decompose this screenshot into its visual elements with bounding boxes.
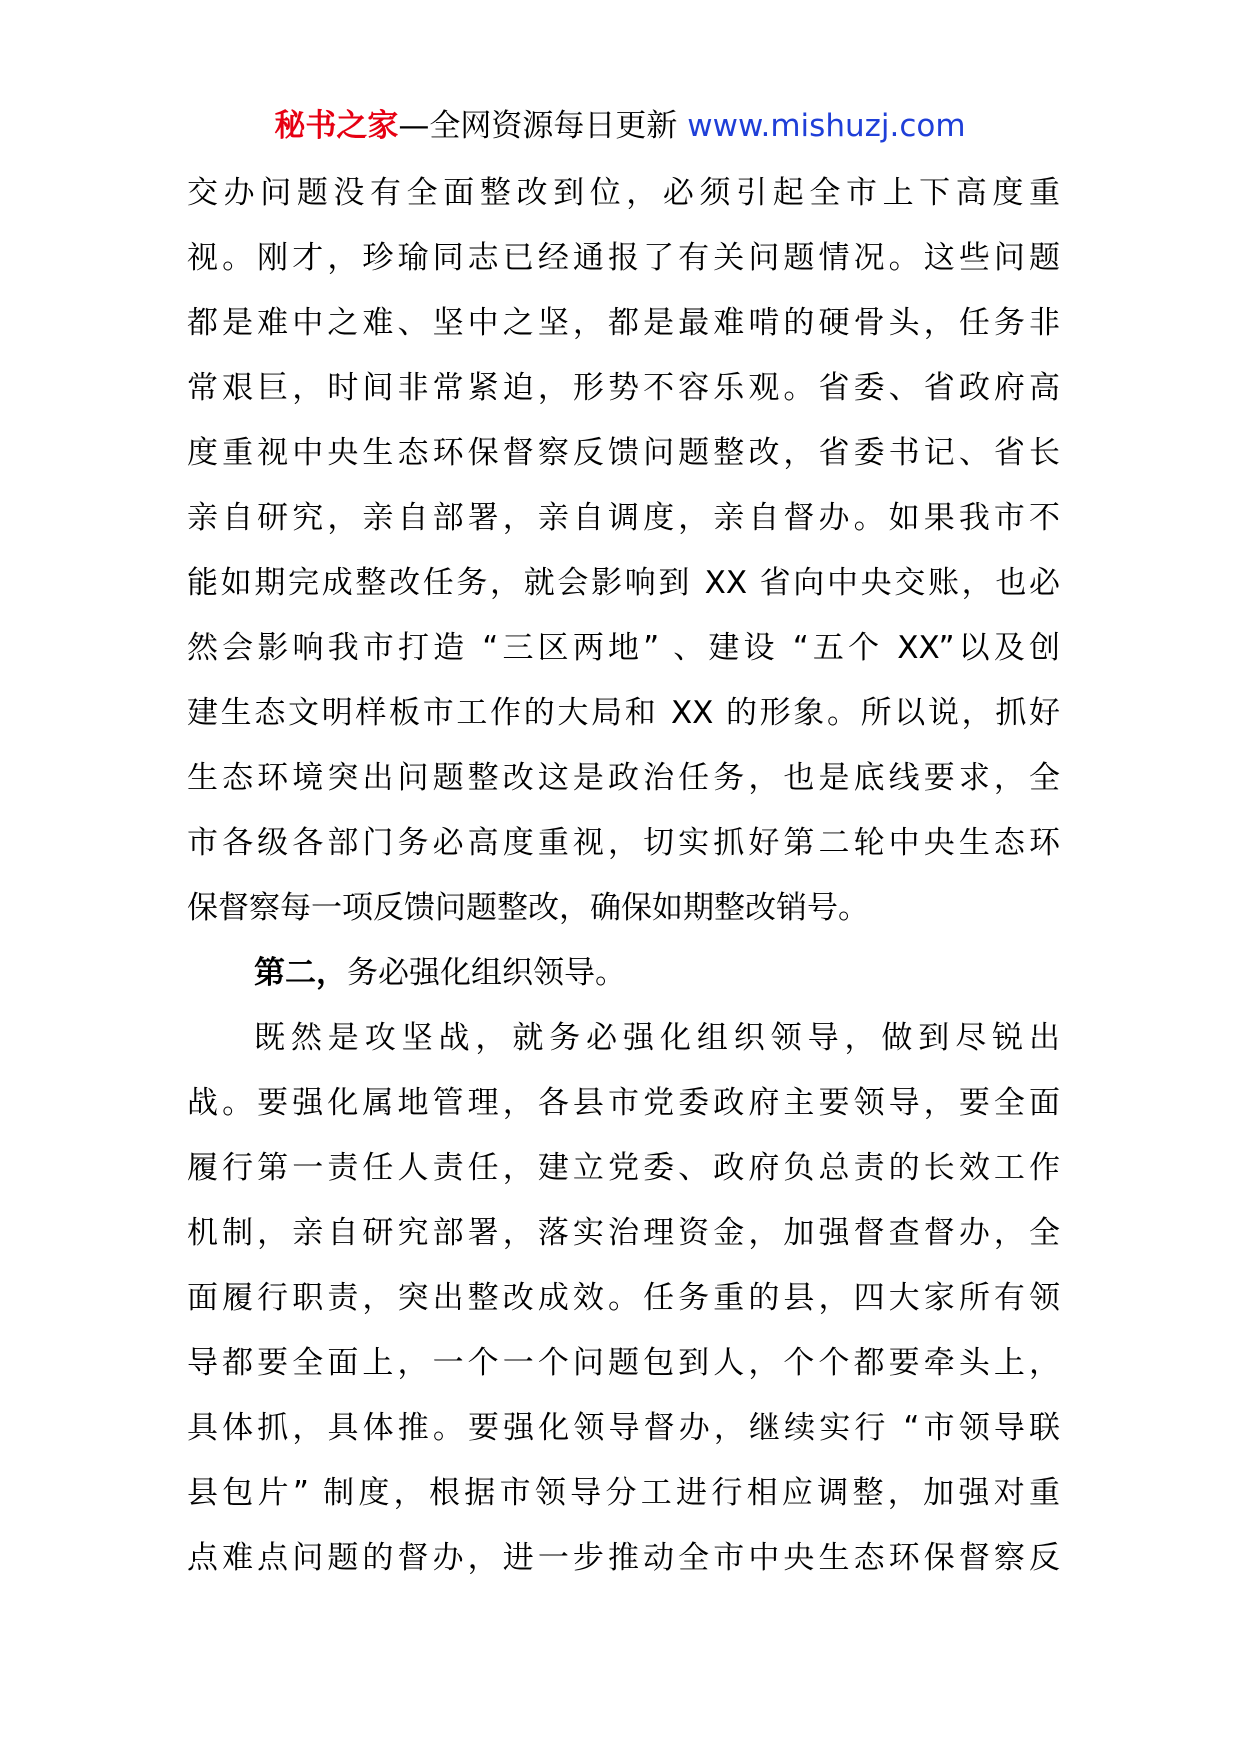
text-line: 点难点问题的督办，进一步推动全市中央生态环保督察反: [187, 1540, 1060, 1576]
text-line: 导都要全面上，一个一个问题包到人，个个都要牵头上，: [187, 1345, 1060, 1381]
text-line: 度重视中央生态环保督察反馈问题整改，省委书记、省长: [187, 435, 1060, 471]
site-tagline: —全网资源每日更新: [398, 108, 688, 144]
text-line: 具体抓，具体推。要强化领导督办，继续实行 “市领导联: [187, 1410, 1060, 1446]
text-line: 然会影响我市打造 “三区两地” 、建设 “五个 XX”以及创: [187, 630, 1060, 666]
text-line: 能如期完成整改任务，就会影响到 XX 省向中央交账，也必: [187, 565, 1060, 601]
text-line: 建生态文明样板市工作的大局和 XX 的形象。所以说，抓好: [187, 695, 1060, 731]
text-line: 生态环境突出问题整改这是政治任务，也是底线要求，全: [187, 760, 1060, 796]
text-line: 县包片” 制度，根据市领导分工进行相应调整，加强对重: [187, 1475, 1060, 1511]
text-line: 市各级各部门务必高度重视，切实抓好第二轮中央生态环: [187, 825, 1060, 861]
text-line: 既然是攻坚战，就务必强化组织领导，做到尽锐出: [254, 1020, 1060, 1056]
document-body: [187, 161, 1060, 1591]
text-line: 视。刚才，珍瑜同志已经通报了有关问题情况。这些问题: [187, 240, 1060, 276]
page-header: [0, 98, 1240, 154]
text-line: 都是难中之难、坚中之坚，都是最难啃的硬骨头，任务非: [187, 305, 1060, 341]
text-line: 战。要强化属地管理，各县市党委政府主要领导，要全面: [187, 1085, 1060, 1121]
section-heading-text: 务必强化组织领导。: [347, 955, 626, 991]
text-line: 亲自研究，亲自部署，亲自调度，亲自督办。如果我市不: [187, 500, 1060, 536]
text-line: 交办问题没有全面整改到位，必须引起全市上下高度重: [187, 175, 1060, 211]
text-line: 常艰巨，时间非常紧迫，形势不容乐观。省委、省政府高: [187, 370, 1060, 406]
site-brand: 秘书之家: [274, 108, 399, 144]
section-heading: [187, 941, 1060, 1006]
text-line: 面履行职责，突出整改成效。任务重的县，四大家所有领: [187, 1280, 1060, 1316]
text-line: 机制，亲自研究部署，落实治理资金，加强督查督办，全: [187, 1215, 1060, 1251]
section-heading-number: 第二，: [254, 955, 347, 991]
text-line: 保督察每一项反馈问题整改，确保如期整改销号。: [187, 890, 869, 926]
site-url-link[interactable]: www.mishuzj.com: [687, 108, 966, 144]
text-line: 履行第一责任人责任，建立党委、政府负总责的长效工作: [187, 1150, 1060, 1186]
